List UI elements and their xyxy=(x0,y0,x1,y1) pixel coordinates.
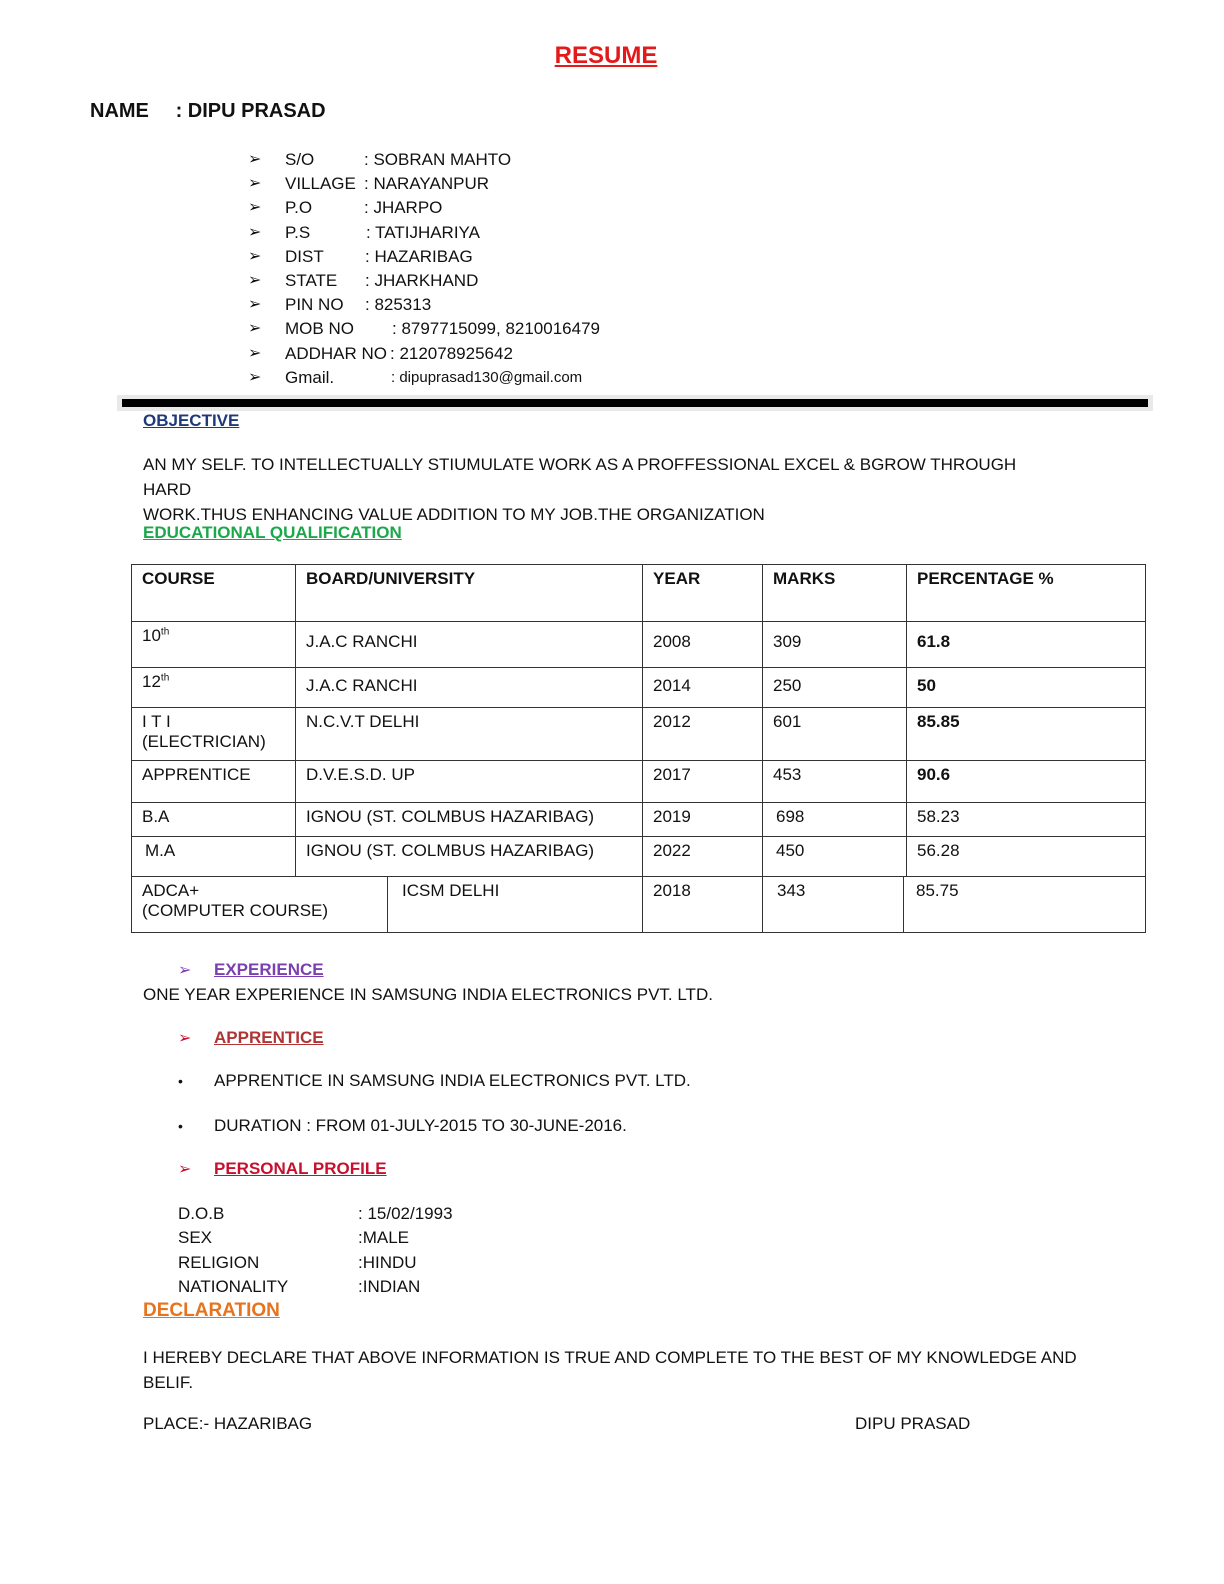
table-row xyxy=(132,622,1146,668)
name-value: : DIPU PRASAD xyxy=(175,100,326,122)
declaration-line: BELIF. xyxy=(143,1373,194,1392)
profile-key: RELIGION xyxy=(178,1252,260,1272)
info-key: MOB NO xyxy=(285,319,354,339)
table-row xyxy=(132,803,1146,837)
table-row xyxy=(132,877,1146,933)
course-text: I T I xyxy=(142,712,171,731)
course-text: 12 xyxy=(142,672,161,691)
cell-marks: 453 xyxy=(763,761,907,803)
declaration-heading: DECLARATION xyxy=(143,1300,280,1321)
course-sup: th xyxy=(160,626,170,638)
info-value: : 8797715099, 8210016479 xyxy=(392,319,600,339)
cell-marks: 309 xyxy=(763,622,907,668)
education-heading: EDUCATIONAL QUALIFICATION xyxy=(143,523,402,542)
cell-year: 2014 xyxy=(643,668,763,708)
cell-percentage: 56.28 xyxy=(907,837,1146,877)
cell-marks: 250 xyxy=(763,668,907,708)
cell-course: APPRENTICE xyxy=(132,761,296,803)
cell-course xyxy=(132,877,388,933)
cell-percentage: 85.75 xyxy=(904,877,1146,933)
objective-line: AN MY SELF. TO INTELLECTUALLY STIUMULATE WORK AS A PROFFESSIONAL EXCEL & BGROW THROUGH HARD xyxy=(143,455,1017,499)
experience-heading: EXPERIENCE xyxy=(214,960,324,979)
arrow-bullet-icon: ➢ xyxy=(248,199,262,217)
cell-marks: 343 xyxy=(763,877,904,933)
apprentice-heading: APPRENTICE xyxy=(214,1028,324,1047)
profile-row xyxy=(178,1251,578,1275)
header-marks: MARKS xyxy=(763,565,907,622)
info-value: : HAZARIBAG xyxy=(365,246,473,266)
experience-heading-row xyxy=(178,960,324,980)
profile-value: :HINDU xyxy=(358,1252,417,1272)
info-key: Gmail. xyxy=(285,367,335,387)
course-subtext: (ELECTRICIAN) xyxy=(142,732,266,751)
cell-board: J.A.C RANCHI xyxy=(296,622,643,668)
arrow-bullet-icon: ➢ xyxy=(248,247,262,265)
info-value: : JHARPO xyxy=(364,198,443,218)
arrow-bullet-icon: ➢ xyxy=(178,962,192,979)
cell-percentage: 50 xyxy=(907,668,1146,708)
table-header-row xyxy=(132,565,1146,622)
info-key: STATE xyxy=(285,270,338,290)
cell-marks: 698 xyxy=(763,803,907,837)
profile-key: SEX xyxy=(178,1228,213,1248)
info-value: : JHARKHAND xyxy=(365,270,479,290)
profile-key: D.O.B xyxy=(178,1204,225,1223)
cell-course: M.A xyxy=(132,837,296,877)
profile-value: : 15/02/1993 xyxy=(358,1204,453,1223)
bullet-dot-icon: • xyxy=(178,1073,183,1089)
profile-row xyxy=(178,1275,578,1299)
cell-board: J.A.C RANCHI xyxy=(296,668,643,708)
apprentice-item-text: DURATION : FROM 01-JULY-2015 TO 30-JUNE-2016. xyxy=(214,1116,627,1135)
table-row xyxy=(132,708,1146,761)
course-text: ADCA+ xyxy=(142,881,200,900)
cell-board: ICSM DELHI xyxy=(388,877,643,933)
info-key: PIN NO xyxy=(285,295,344,315)
declaration-line: I HEREBY DECLARE THAT ABOVE INFORMATION IS TRUE AND COMPLETE TO THE BEST OF MY KNOWLEDGE AND xyxy=(143,1348,1077,1367)
experience-text: ONE YEAR EXPERIENCE IN SAMSUNG INDIA ELECTRONICS PVT. LTD. xyxy=(143,985,713,1004)
arrow-bullet-icon: ➢ xyxy=(248,175,262,193)
cell-marks: 450 xyxy=(763,837,907,877)
objective-line: WORK.THUS ENHANCING VALUE ADDITION TO MY JOB.THE ORGANIZATION xyxy=(143,505,765,524)
apprentice-item xyxy=(178,1116,627,1136)
info-value: : SOBRAN MAHTO xyxy=(364,150,512,169)
cell-course xyxy=(132,668,296,708)
cell-year: 2019 xyxy=(643,803,763,837)
info-key: P.S xyxy=(285,222,311,242)
arrow-bullet-icon: ➢ xyxy=(178,1161,192,1178)
info-key: S/O xyxy=(285,150,315,169)
info-value: : TATIJHARIYA xyxy=(366,222,480,242)
course-sup: th xyxy=(160,672,170,684)
cell-course: B.A xyxy=(132,803,296,837)
cell-year: 2022 xyxy=(643,837,763,877)
cell-board: IGNOU (ST. COLMBUS HAZARIBAG) xyxy=(296,803,643,837)
cell-year: 2008 xyxy=(643,622,763,668)
info-value: : NARAYANPUR xyxy=(364,174,490,194)
divider-line xyxy=(122,399,1148,407)
cell-board: IGNOU (ST. COLMBUS HAZARIBAG) xyxy=(296,837,643,877)
profile-row xyxy=(178,1202,578,1226)
cell-year: 2018 xyxy=(643,877,763,933)
cell-year: 2017 xyxy=(643,761,763,803)
info-key: VILLAGE xyxy=(285,174,356,194)
info-value: : 212078925642 xyxy=(390,343,513,363)
personal-profile-heading: PERSONAL PROFILE xyxy=(214,1159,387,1178)
place-text: PLACE:- HAZARIBAG xyxy=(143,1414,313,1433)
apprentice-item-text: APPRENTICE IN SAMSUNG INDIA ELECTRONICS PVT. LTD. xyxy=(214,1071,691,1090)
name-row xyxy=(90,100,326,123)
apprentice-item xyxy=(178,1071,691,1091)
cell-percentage: 85.85 xyxy=(907,708,1146,761)
course-subtext: (COMPUTER COURSE) xyxy=(142,901,329,920)
arrow-bullet-icon: ➢ xyxy=(248,320,262,338)
info-key: DIST xyxy=(285,246,324,266)
info-key: ADDHAR NO xyxy=(285,343,388,363)
arrow-bullet-icon: ➢ xyxy=(248,368,262,386)
bullet-dot-icon: • xyxy=(178,1118,183,1134)
objective-text xyxy=(143,452,1043,527)
info-value: : 825313 xyxy=(365,295,432,315)
cell-percentage: 58.23 xyxy=(907,803,1146,837)
cell-percentage: 90.6 xyxy=(907,761,1146,803)
profile-value: :MALE xyxy=(358,1228,410,1248)
cell-board: N.C.V.T DELHI xyxy=(296,708,643,761)
table-row xyxy=(132,761,1146,803)
header-board: BOARD/UNIVERSITY xyxy=(296,565,643,622)
header-year: YEAR xyxy=(643,565,763,622)
arrow-bullet-icon: ➢ xyxy=(248,223,262,241)
personal-profile-list xyxy=(178,1202,578,1299)
personal-profile-heading-row xyxy=(178,1159,387,1179)
declaration-text xyxy=(143,1345,1103,1395)
arrow-bullet-icon: ➢ xyxy=(178,1030,192,1047)
profile-key: NATIONALITY xyxy=(178,1276,289,1296)
info-key: P.O xyxy=(285,198,313,218)
arrow-bullet-icon: ➢ xyxy=(248,296,262,314)
objective-heading: OBJECTIVE xyxy=(143,411,240,430)
apprentice-heading-row xyxy=(178,1028,324,1048)
resume-title: RESUME xyxy=(554,42,658,69)
profile-row xyxy=(178,1226,578,1250)
info-value: : dipuprasad130@gmail.com xyxy=(391,368,583,386)
education-table xyxy=(131,564,1146,933)
cell-board: D.V.E.S.D. UP xyxy=(296,761,643,803)
header-percentage: PERCENTAGE % xyxy=(907,565,1146,622)
arrow-bullet-icon: ➢ xyxy=(248,344,262,362)
header-course: COURSE xyxy=(132,565,296,622)
course-text: 10 xyxy=(142,626,161,645)
profile-value: :INDIAN xyxy=(358,1276,421,1296)
table-row xyxy=(132,668,1146,708)
cell-year: 2012 xyxy=(643,708,763,761)
cell-course xyxy=(132,708,296,761)
table-row xyxy=(132,837,1146,877)
cell-marks: 601 xyxy=(763,708,907,761)
cell-percentage: 61.8 xyxy=(907,622,1146,668)
arrow-bullet-icon: ➢ xyxy=(248,271,262,289)
signature-name: DIPU PRASAD xyxy=(855,1414,971,1433)
cell-course xyxy=(132,622,296,668)
arrow-bullet-icon: ➢ xyxy=(248,151,262,168)
name-label: NAME xyxy=(90,100,149,122)
